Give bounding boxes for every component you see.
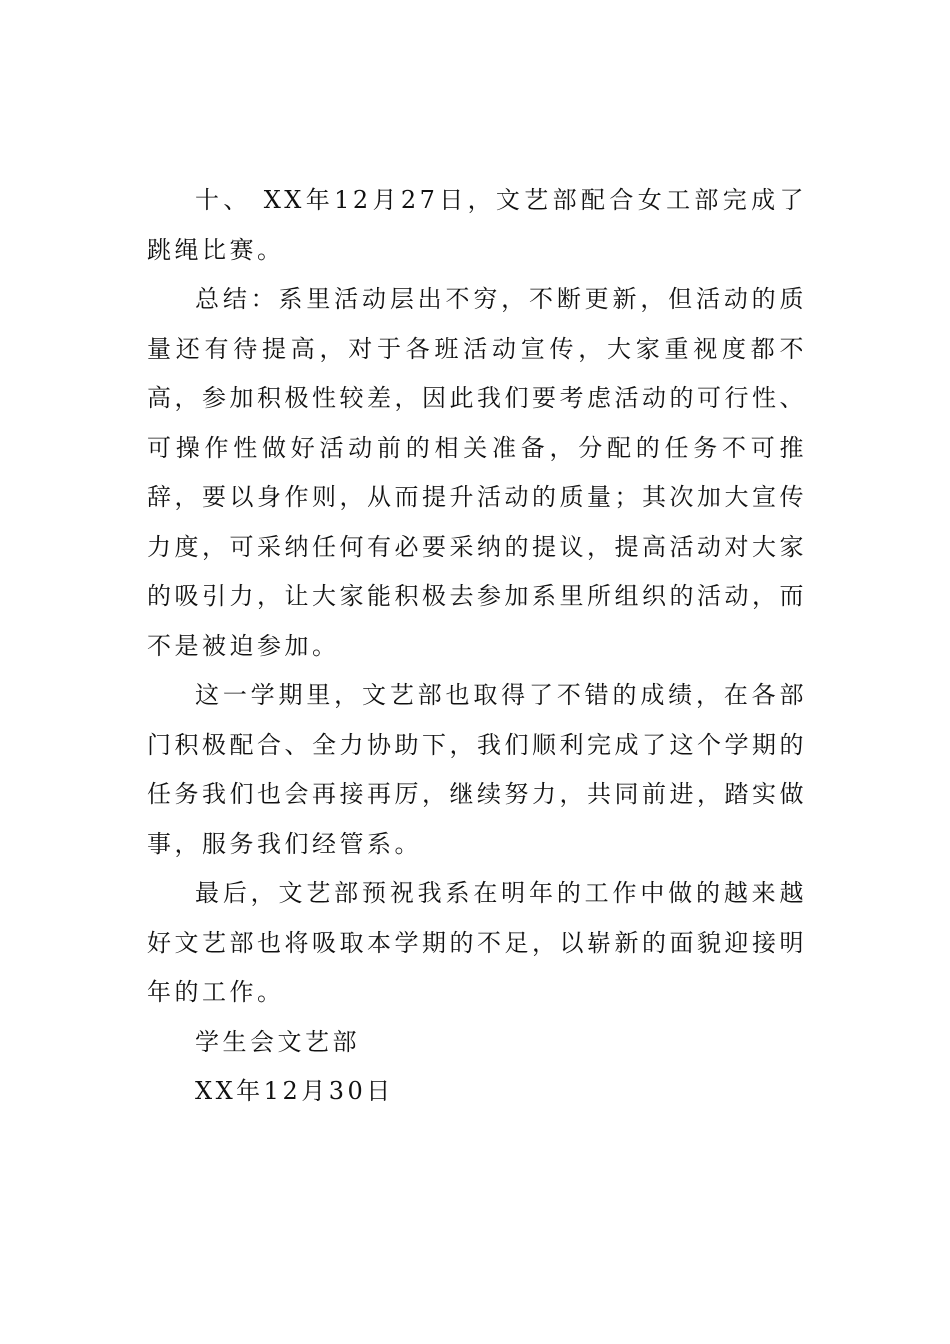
paragraph-semester-results: 这一学期里，文艺部也取得了不错的成绩，在各部门积极配合、全力协助下，我们顺利完成了这个学期的任务我们也会再接再厉，继续努力，共同前进，踏实做事，服务我们经管系。 [147, 681, 807, 858]
paragraph-event-ten: 十、 XX年12月27日，文艺部配合女工部完成了跳绳比赛。 [147, 186, 807, 264]
document-body [147, 176, 807, 1117]
signature-organization: 学生会文艺部 [195, 1027, 360, 1056]
paragraph-closing-wishes: 最后，文艺部预祝我系在明年的工作中做的越来越好文艺部也将吸取本学期的不足，以崭新的面貌迎接明年的工作。 [147, 879, 807, 1006]
signature-date: XX年12月30日 [195, 1077, 394, 1105]
paragraph-summary: 总结：系里活动层出不穷，不断更新，但活动的质量还有待提高，对于各班活动宣传，大家重视度都不高，参加积极性较差，因此我们要考虑活动的可行性、可操作性做好活动前的相关准备，分配的任务不可推辞，要以身作则，从而提升活动的质量；其次加大宣传力度，可采纳任何有必要采纳的提议，提高活动对大家的吸引力，让大家能积极去参加系里所组织的活动，而不是被迫参加。 [147, 285, 807, 660]
